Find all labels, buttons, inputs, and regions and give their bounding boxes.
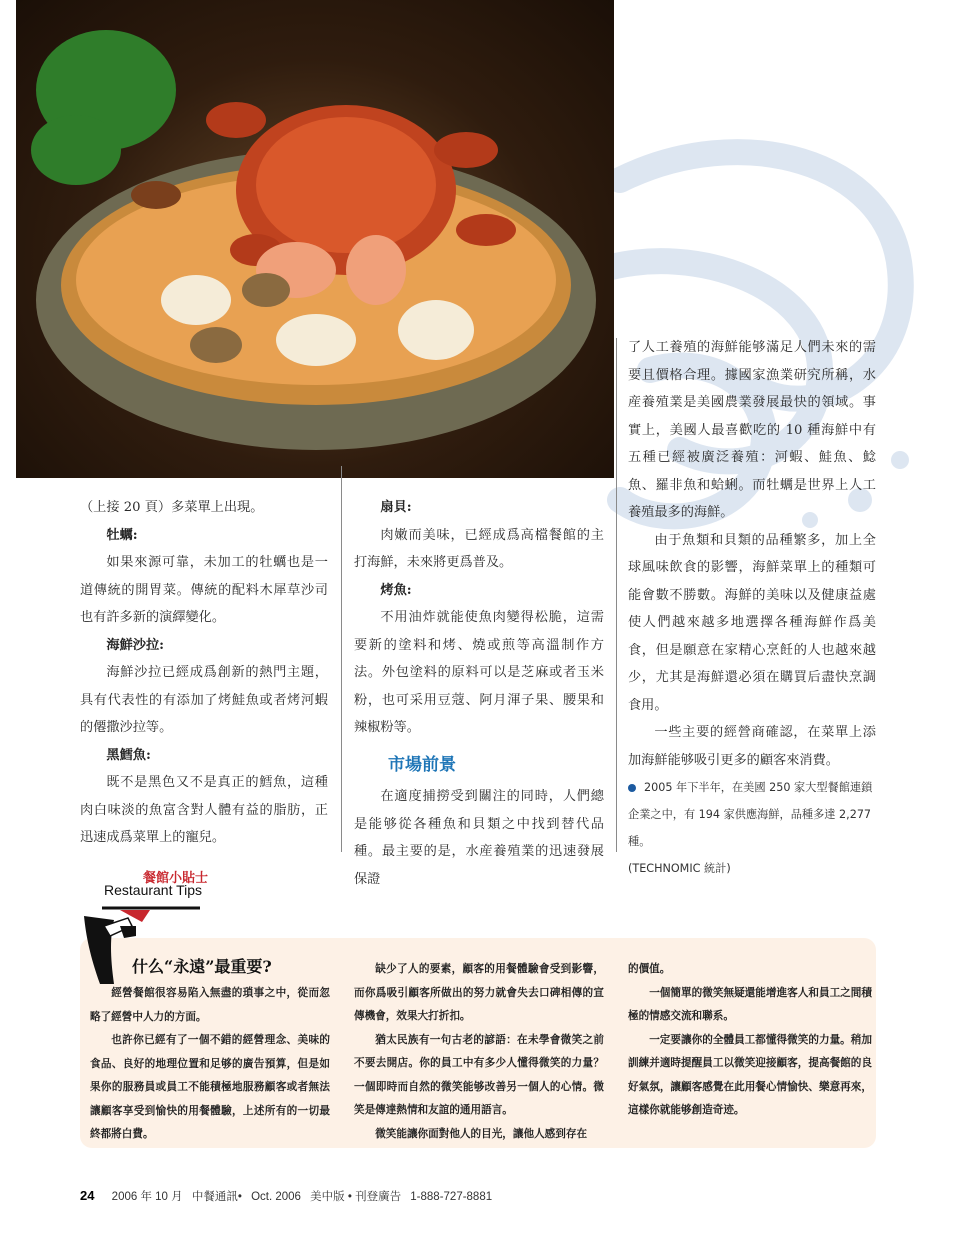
market-outlook-paragraph: 在適度捕撈受到關注的同時，人們總是能够從各種魚和貝類之中找到替代品種。最主要的是，水産養殖業的迅速發展保證 [354, 789, 604, 887]
column-divider [616, 338, 617, 852]
column-divider [341, 466, 342, 852]
tips-paragraph: 的價值。 [628, 963, 671, 975]
operators-paragraph: 一些主要的經營商確認，在菜單上添加海鮮能够吸引更多的顧客來消費。 [628, 725, 876, 768]
bullet-icon [628, 784, 636, 792]
variety-paragraph: 由于魚類和貝類的品種繁多，加上全球風味飲食的影響，海鮮菜單上的種類可能會數不勝數。海鮮的美味以及健康益處使人們越來越多地選擇各種海鮮作爲美食，但是願意在家精心烹飪的人也越來越少，尤其是海鮮還必須在購買后盡快烹調食用。 [628, 532, 876, 713]
issue-date: 2006 年 10 月 [111, 1191, 183, 1203]
tips-column-1 [90, 982, 330, 1147]
statistic-source: (TECHNOMIC 統計) [628, 862, 731, 875]
hero-photo [16, 0, 614, 478]
tips-paragraph: 一個簡單的微笑無疑還能增進客人和員工之間積極的情感交流和聯系。 [628, 986, 872, 1022]
article-column-3 [628, 334, 876, 774]
grilled-fish-heading: 烤魚: [380, 582, 412, 598]
page-footer [80, 1188, 498, 1204]
tips-paragraph: 一定要讓你的全體員工都懂得微笑的力量。稍加訓練并適時提醒員工以微笑迎接顧客，提高餐館的良好氣氛，讓顧客感覺在此用餐心情愉快、樂意再來，這樣你就能够創造奇迹。 [628, 1033, 872, 1116]
statistic-note [628, 774, 878, 882]
edition-label: 美中版 • 刊登廣告 [310, 1191, 402, 1203]
page-number: 24 [80, 1188, 95, 1203]
salad-heading: 海鮮沙拉: [106, 637, 165, 653]
oyster-paragraph: 如果來源可靠，未加工的牡蠣也是一道傳統的開胃菜。傳統的配料木犀草沙司也有許多新的演繹變化。 [80, 555, 328, 625]
scallop-paragraph: 肉嫩而美味，已經成爲高檔餐館的主打海鮮，未來將更爲普及。 [354, 527, 604, 570]
magazine-name: 中餐通訊• [191, 1191, 242, 1203]
aquaculture-paragraph: 了人工養殖的海鮮能够滿足人們未來的需要且價格合理。據國家漁業研究所稱，水産養殖業是美國農業發展最快的領域。事實上，美國人最喜歡吃的 10 種海鮮中有五種已經被廣泛養殖：河蝦、鮭魚、鯰魚、羅非魚和蛤蜊。而牡蠣是世界上人工養殖最多的海鮮。 [628, 340, 876, 520]
continued-text: （上接 20 頁）多菜單上出現。 [80, 500, 264, 515]
salad-paragraph: 海鮮沙拉已經成爲創新的熱門主題，具有代表性的有添加了烤鮭魚或者烤河蝦的僊撒沙拉等。 [80, 665, 328, 735]
tips-title: 什么“永遠”最重要? [132, 957, 272, 976]
seafood-hotpot-illustration [16, 0, 614, 478]
tips-column-2 [354, 958, 604, 1146]
cod-paragraph: 既不是黑色又不是真正的鱈魚，這種肉白味淡的魚富含對人體有益的脂肪，正迅速成爲菜單上的寵兒。 [80, 775, 328, 845]
phone-number: 1-888-727-8881 [410, 1191, 493, 1203]
article-column-2 [354, 494, 604, 893]
statistic-text: 2005 年下半年，在美國 250 家大型餐館連鎖企業之中，有 194 家供應海鮮，品種多達 2,277 種。 [628, 781, 873, 848]
issue-date-en: Oct. 2006 [251, 1191, 301, 1203]
cod-heading: 黑鱈魚: [106, 747, 151, 763]
market-outlook-heading: 市場前景 [388, 754, 456, 775]
tips-column-3 [628, 958, 872, 1123]
tips-paragraph: 也許你已經有了一個不錯的經營理念、美味的食品、良好的地理位置和足够的廣告預算，但是如果你的服務員或員工不能積極地服務顧客或者無法讓顧客享受到愉快的用餐體驗，上述所有的一切最終都將白費。 [90, 1034, 330, 1140]
tips-paragraph: 猶太民族有一句古老的諺語：在未學會微笑之前不要去開店。你的員工中有多少人懂得微笑的力量？一個即時而自然的微笑能够改善另一個人的心情。微笑是傳達熱情和友誼的通用語言。 [354, 1033, 604, 1116]
scallop-heading: 扇貝: [380, 500, 412, 515]
grilled-fish-paragraph: 不用油炸就能使魚肉變得松脆，這需要新的塗料和烤、燒或煎等高溫制作方法。外包塗料的原料可以是芝麻或者玉米粉，也可采用豆蔻、阿月渾子果、腰果和辣椒粉等。 [354, 610, 604, 735]
oyster-heading: 牡蠣: [106, 527, 138, 543]
tips-label-en: Restaurant Tips [104, 882, 203, 898]
article-column-1 [80, 494, 328, 852]
tips-paragraph: 缺少了人的要素，顧客的用餐體驗會受到影響，而你爲吸引顧客所做出的努力就會失去口碑相傳的宣傳機會，效果大打折扣。 [354, 963, 604, 1022]
tips-paragraph: 微笑能讓你面對他人的目光，讓他人感到存在 [375, 1127, 588, 1140]
tips-paragraph: 經營餐館很容易陷入無盡的瑣事之中，從而忽略了經營中人力的方面。 [90, 987, 330, 1023]
tips-label-cn: 餐館小貼士 [143, 871, 209, 886]
